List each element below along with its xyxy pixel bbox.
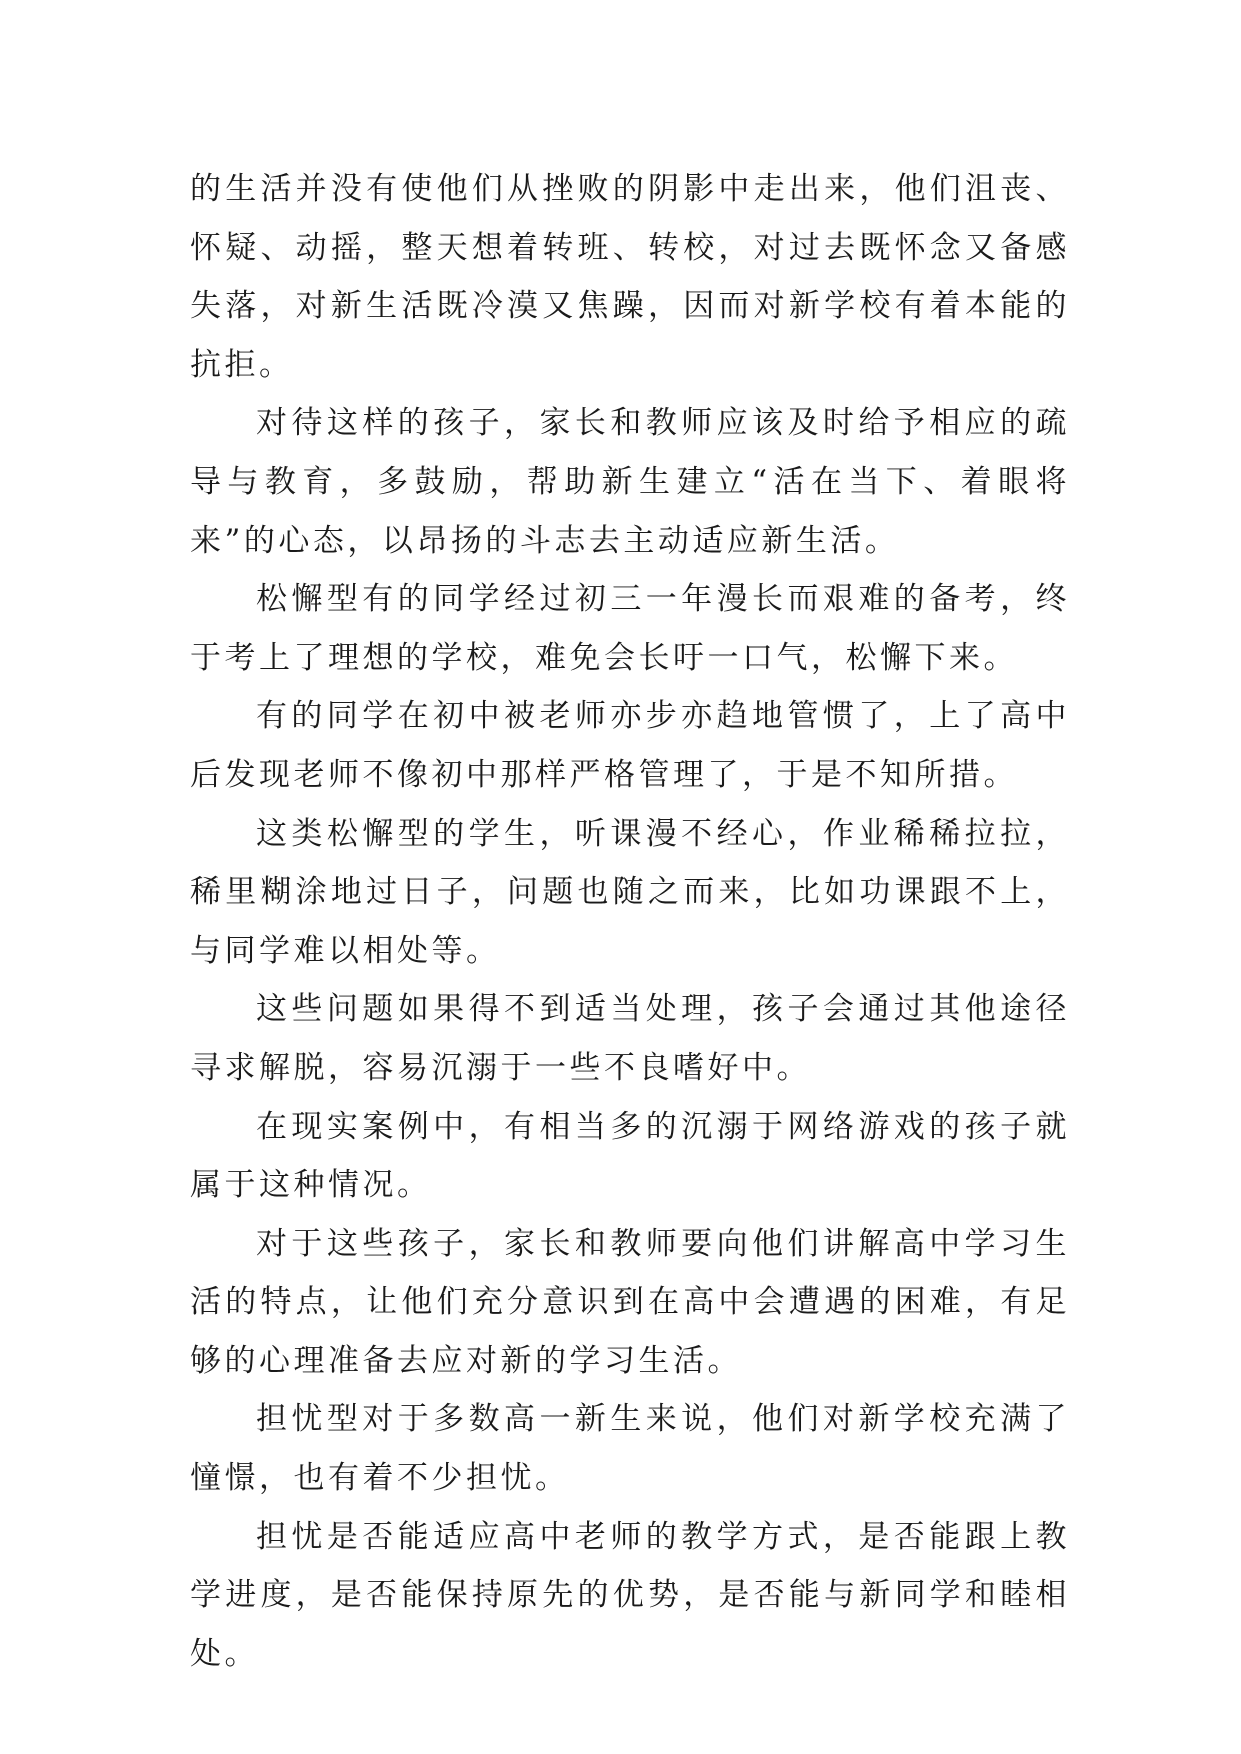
body-text (190, 160, 1070, 1683)
paragraph-5: 这类松懈型的学生，听课漫不经心，作业稀稀拉拉，稀里糊涂地过日子，问题也随之而来，比如功课跟不上，与同学难以相处等。 (190, 815, 1070, 969)
paragraph-7: 在现实案例中，有相当多的沉溺于网络游戏的孩子就属于这种情况。 (190, 1108, 1070, 1204)
paragraph-10: 担忧是否能适应高中老师的教学方式，是否能跟上教学进度，是否能保持原先的优势，是否能与新同学和睦相处。 (190, 1518, 1070, 1672)
paragraph-3: 松懈型有的同学经过初三一年漫长而艰难的备考，终于考上了理想的学校，难免会长吁一口气，松懈下来。 (190, 581, 1070, 676)
paragraph-4: 有的同学在初中被老师亦步亦趋地管惯了，上了高中后发现老师不像初中那样严格管理了，于是不知所措。 (190, 698, 1070, 793)
paragraph-2: 对待这样的孩子，家长和教师应该及时给予相应的疏导与教育，多鼓励，帮助新生建立“活在当下、着眼将来”的心态，以昂扬的斗志去主动适应新生活。 (190, 405, 1070, 559)
paragraph-1: 的生活并没有使他们从挫败的阴影中走出来，他们沮丧、怀疑、动摇，整天想着转班、转校，对过去既怀念又备感失落，对新生活既冷漠又焦躁，因而对新学校有着本能的抗拒。 (190, 171, 1070, 383)
paragraph-8: 对于这些孩子，家长和教师要向他们讲解高中学习生活的特点，让他们充分意识到在高中会遭遇的困难，有足够的心理准备去应对新的学习生活。 (190, 1225, 1070, 1379)
paragraph-9: 担忧型对于多数高一新生来说，他们对新学校充满了憧憬，也有着不少担忧。 (190, 1401, 1070, 1497)
paragraph-6: 这些问题如果得不到适当处理，孩子会通过其他途径寻求解脱，容易沉溺于一些不良嗜好中。 (190, 991, 1070, 1086)
